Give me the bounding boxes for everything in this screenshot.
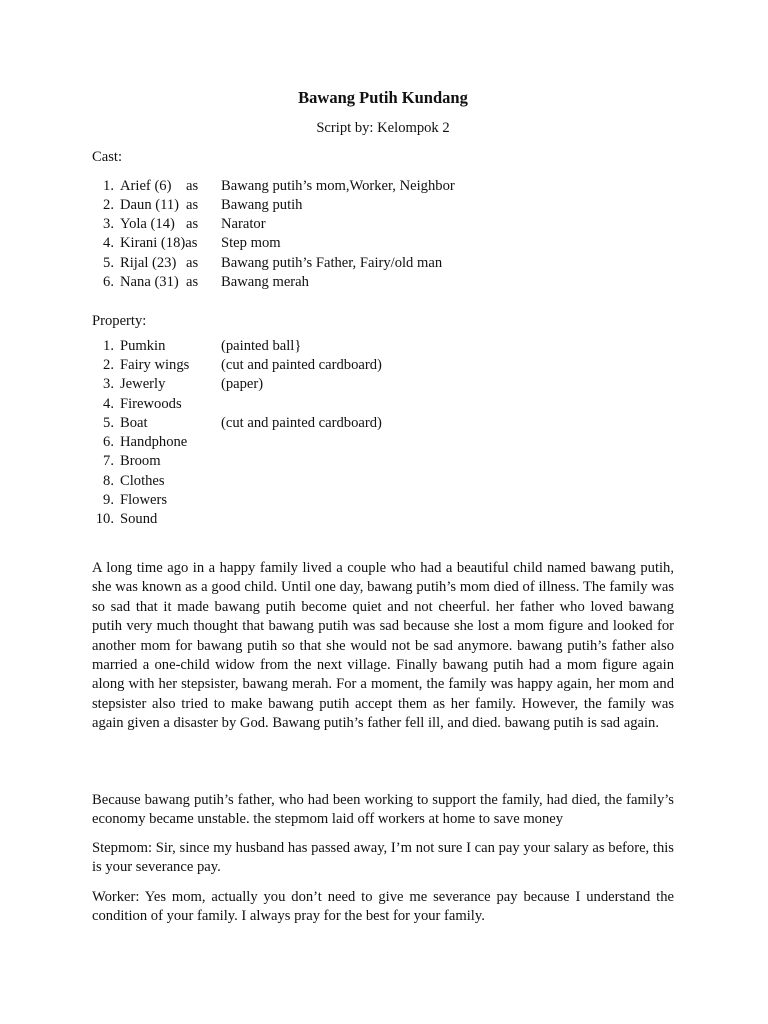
- dialogue-stepmom: Stepmom: Sir, since my husband has passed away, I’m not sure I can pay your salary as before, this is your severance pay.: [92, 840, 674, 876]
- property-name: Clothes: [120, 473, 165, 489]
- story-paragraph: Because bawang putih’s father, who had been working to support the family, had died, the family’s economy became unstable. the stepmom laid off workers at home to save money: [92, 792, 674, 828]
- property-name: Jewerly: [120, 376, 166, 392]
- cast-number: 4.: [103, 235, 114, 251]
- property-number: 5.: [103, 415, 114, 431]
- cast-actor: Kirani (18)as: [120, 235, 198, 251]
- cast-label: Cast:: [92, 149, 122, 165]
- cast-role: Bawang putih: [221, 197, 303, 213]
- property-name: Handphone: [120, 434, 188, 450]
- document-title: Bawang Putih Kundang: [298, 88, 468, 107]
- property-desc: (cut and painted cardboard): [221, 415, 382, 431]
- cast-actor: Yola (14): [120, 216, 175, 232]
- property-number: 2.: [103, 357, 114, 373]
- cast-as: as: [186, 216, 199, 232]
- cast-as: as: [186, 274, 199, 290]
- property-name: Boat: [120, 415, 148, 431]
- cast-role: Narator: [221, 216, 266, 232]
- property-number: 8.: [103, 473, 114, 489]
- dialogue-worker: Worker: Yes mom, actually you don’t need to give me severance pay because I understand the condition of your family. I always pray for the best for your family.: [92, 889, 674, 925]
- property-number: 10.: [95, 511, 114, 527]
- property-label: Property:: [92, 313, 147, 329]
- document-subtitle: Script by: Kelompok 2: [316, 120, 450, 136]
- property-name: Flowers: [120, 492, 168, 508]
- cast-role: Bawang merah: [221, 274, 309, 290]
- cast-actor: Nana (31): [120, 274, 179, 290]
- cast-actor: Rijal (23): [120, 255, 177, 271]
- property-number: 1.: [103, 338, 114, 354]
- cast-number: 5.: [103, 255, 114, 271]
- cast-as: as: [186, 197, 199, 213]
- property-name: Firewoods: [120, 396, 182, 412]
- property-number: 3.: [103, 376, 114, 392]
- property-desc: (painted ball}: [221, 338, 302, 354]
- story-paragraph: A long time ago in a happy family lived a couple who had a beautiful child named bawang putih, she was known as a good child. Until one day, bawang putih’s mom died of illness. The family was so sad that it made bawang putih become quiet and not cheerful. her father who loved bawang putih very much thought that bawang putih was sad because she lost a mom figure and looked for another mom for bawang putih so that she would not be sad anymore. bawang putih’s father also married a one-child widow from the next village. Finally bawang putih had a mom figure again along with her stepsister, bawang merah. For a moment, the family was happy again, her mom and stepsister also tried to make bawang putih accept them as her family. However, the family was again given a disaster by God. Bawang putih’s father fell ill, and died. bawang putih is sad again.: [92, 560, 674, 732]
- cast-actor: Arief (6): [120, 178, 172, 194]
- cast-actor: Daun (11): [120, 197, 180, 213]
- cast-number: 6.: [103, 274, 114, 290]
- property-number: 6.: [103, 434, 114, 450]
- property-name: Broom: [120, 453, 161, 469]
- cast-role: Bawang putih’s Father, Fairy/old man: [221, 255, 443, 271]
- property-name: Pumkin: [120, 338, 166, 354]
- cast-number: 1.: [103, 178, 114, 194]
- property-name: Sound: [120, 511, 158, 527]
- cast-role: Step mom: [221, 235, 281, 251]
- property-number: 4.: [103, 396, 114, 412]
- cast-number: 3.: [103, 216, 114, 232]
- cast-role: Bawang putih’s mom,Worker, Neighbor: [221, 178, 455, 194]
- property-desc: (paper): [221, 376, 264, 392]
- cast-number: 2.: [103, 197, 114, 213]
- property-number: 9.: [103, 492, 114, 508]
- cast-as: as: [186, 178, 199, 194]
- property-desc: (cut and painted cardboard): [221, 357, 382, 373]
- property-number: 7.: [103, 453, 114, 469]
- property-name: Fairy wings: [120, 357, 190, 373]
- cast-as: as: [186, 255, 199, 271]
